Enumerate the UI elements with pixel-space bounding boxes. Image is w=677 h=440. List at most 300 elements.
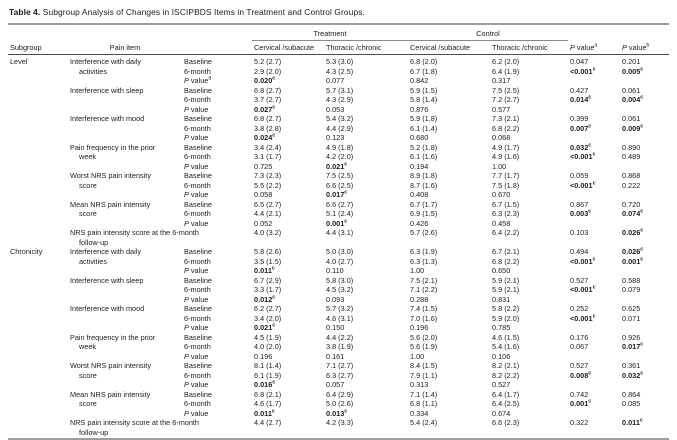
value-cell: 5.7 (3.2) [326,304,354,313]
p-value-cell: 0.926 [622,332,641,342]
value-cell: 5.0 (3.0) [326,247,354,256]
value-cell: 4.4 (2.1) [254,209,282,218]
timepoint-label: P value$^d$ [184,76,212,85]
pain-item-label: Interference with sleep [70,275,144,285]
value-cell: 4.9 (1.6) [492,152,520,161]
value-cell: 7.5 (2.5) [326,171,354,180]
p-value-cell: 0.322 [570,418,589,427]
col-treatment-cervical: Cervical /subacute [252,40,324,55]
pain-item-label: Interference with daily activities [70,57,141,76]
value-cell: 6.8 (2.7) [254,85,282,95]
value-cell: 3.8 (2.8) [254,123,282,133]
p-value-cell [620,323,669,333]
subgroup-label: Level [10,57,28,66]
value-cell: 0.725 [254,161,273,171]
p-value-cell: 0.005$^c$ [622,66,644,76]
value-cell: 6.2 (2.0) [492,57,520,66]
value-cell: 0.317 [492,76,511,85]
p-value-cell [568,409,620,419]
value-cell: 5.8 (1.4) [410,95,438,104]
value-cell: 0.842 [410,76,429,85]
p-value-cell: 0.074$^c$ [622,209,644,218]
p-value-cell: <0.001$^c$ [570,285,596,294]
value-cell: 4.6 (1.5) [492,332,520,342]
value-cell: 7.3 (2.3) [254,171,282,180]
value-cell: 4.9 (1.7) [492,142,520,152]
value-cell: 7.5 (1.8) [492,180,520,190]
value-cell: 0.017$^c$ [326,190,348,199]
p-value-cell: 0.059 [570,171,589,180]
value-cell: 0.680 [410,133,429,142]
value-cell: 6.4 (2.9) [326,389,354,399]
p-value-cell [620,105,669,115]
value-cell: 5.2 (2.7) [254,57,282,66]
value-cell: 6.4 (2.2) [492,228,520,237]
value-cell: 6.3 (1.3) [410,256,438,266]
timepoint-label: Baseline [184,275,212,285]
value-cell: 0.110 [326,266,344,275]
subgroup-label: Chronicity [10,247,43,256]
pain-item-label: Interference with sleep [70,85,144,95]
value-cell: 6.1 (1.4) [410,123,438,133]
control-group-header: Control [408,26,568,40]
table-row [8,200,669,210]
timepoint-label: 6-month [184,123,211,133]
timepoint-label: Baseline [184,85,212,95]
timepoint-label: 6-month [184,285,211,294]
table-row [8,304,669,314]
p-value-cell: <0.001$^c$ [570,152,596,161]
value-cell: 0.876 [410,104,429,114]
value-cell: 0.106 [492,351,511,361]
col-p-value-a: P value$^a$ [568,40,620,55]
pain-item-label: Interference with mood [70,304,145,313]
value-cell: 5.8 (2.2) [492,304,520,313]
p-value-cell: 0.061 [622,114,641,123]
p-value-cell: 0.026$^c$ [622,247,644,256]
value-cell: 0.027$^c$ [254,104,276,114]
p-value-cell: 0.201 [622,57,641,66]
value-cell: 7.5 (2.5) [492,85,520,95]
p-value-cell: 0.103 [570,228,589,237]
p-value-cell: 0.489 [622,152,641,161]
value-cell: 0.093 [326,294,345,304]
value-cell: 6.7 (1.5) [492,199,520,209]
timepoint-label: 6-month [184,399,211,408]
value-cell: 4.6 (3.1) [326,313,354,323]
value-cell: 4.0 (2.7) [326,256,354,266]
p-value-cell [620,295,669,305]
value-cell: 6.7 (2.1) [492,247,520,256]
p-value-cell: 0.003$^c$ [570,209,592,218]
table-body [8,55,669,438]
value-cell: 6.1 (1.6) [410,152,438,161]
p-value-cell: 0.026$^c$ [622,228,644,237]
table-row [8,55,669,67]
value-cell: 1.00 [410,351,425,361]
p-value-cell [620,76,669,86]
timepoint-label: Baseline [184,57,212,66]
value-cell: 7.7 (1.7) [492,171,520,180]
p-value-cell: 0.588 [622,275,641,285]
p-value-cell: 0.864 [622,389,641,399]
value-cell: 6.9 (1.5) [410,209,438,218]
value-cell: 5.9 (2.1) [492,285,520,294]
timepoint-label: Baseline [184,114,212,123]
value-cell: 0.001$^c$ [326,218,348,228]
value-cell: 3.8 (1.9) [326,342,354,351]
value-cell: 5.5 (2.2) [254,180,282,190]
value-cell: 4.4 (2.2) [326,332,354,342]
value-cell: 0.052 [254,218,273,228]
p-value-cell [568,133,620,143]
table-row [8,86,669,96]
value-cell: 5.8 (3.0) [326,275,354,285]
pain-item-label: Worst NRS pain intensity score [70,171,151,190]
value-cell: 8.7 (1.6) [410,180,438,190]
p-value-cell [568,295,620,305]
value-cell: 0.785 [492,323,511,332]
p-value-cell: <0.001$^c$ [570,66,596,76]
value-cell: 3.5 (1.5) [254,256,282,266]
timepoint-label: P value [184,294,209,304]
value-cell: 7.1 (1.4) [410,389,438,399]
pain-item-label: Mean NRS pain intensity score [70,199,151,218]
value-cell: 1.00 [410,266,425,275]
p-value-cell: 0.890 [622,142,641,152]
value-cell: 6.3 (2.3) [492,209,520,218]
value-cell: 4.0 (3.2) [254,228,282,237]
timepoint-label: P value [184,351,209,361]
value-cell: 6.8 (2.1) [254,389,282,399]
timepoint-label: Baseline [184,171,212,180]
p-value-cell [620,266,669,276]
value-cell: 7.0 (1.6) [410,313,438,323]
p-value-cell: 0.494 [570,247,589,256]
p-value-cell: 0.625 [622,304,641,313]
value-cell: 8.2 (2.1) [492,361,520,370]
column-header-row [8,40,669,55]
value-cell: 0.313 [410,380,429,389]
value-cell: 6.5 (2.7) [254,199,282,209]
p-value-cell [568,190,620,200]
p-value-cell: <0.001$^c$ [570,256,596,266]
value-cell: 6.7 (2.9) [254,275,282,285]
pain-item-label: NRS pain intensity score at the 6-month follow-up [70,228,199,247]
p-value-cell: 0.527 [570,361,589,370]
timepoint-label: P value [184,266,209,275]
timepoint-label: Baseline [184,304,212,313]
p-value-cell [568,219,620,229]
pain-item-label: Interference with daily activities [70,247,141,266]
value-cell: 5.9 (2.1) [492,275,520,285]
value-cell: 4.4 (2.7) [254,418,282,427]
value-cell: 5.4 (3.2) [326,114,354,123]
table-row [8,143,669,153]
value-cell: 5.7 (3.1) [326,85,354,95]
pain-item-label: Worst NRS pain intensity score [70,361,151,380]
value-cell: 5.2 (1.8) [410,142,438,152]
p-value-cell: 0.085 [622,399,641,408]
table-row [8,114,669,124]
value-cell: 7.1 (2.7) [326,361,354,370]
p-value-cell [620,162,669,172]
col-pain-item: Pain item [68,40,182,55]
timepoint-label: 6-month [184,256,211,266]
table-row [8,276,669,286]
value-cell: 4.6 (1.7) [254,399,282,408]
value-cell: 6.6 (2.3) [492,418,520,427]
value-cell: 0.013$^c$ [326,408,348,418]
p-value-cell: 0.047 [570,57,589,66]
value-cell: 3.7 (2.7) [254,95,282,104]
value-cell: 6.7 (1.7) [410,199,438,209]
table-row [8,361,669,371]
timepoint-label: P value [184,104,209,114]
p-value-cell [620,380,669,390]
timepoint-label: P value [184,133,209,142]
p-value-cell: 0.079 [622,285,641,294]
value-cell: 7.3 (2.1) [492,114,520,123]
value-cell: 0.161 [326,351,345,361]
value-cell: 0.024$^c$ [254,133,276,142]
value-cell: 5.9 (2.0) [492,313,520,323]
value-cell: 0.288 [410,294,429,304]
value-cell: 7.4 (1.5) [410,304,438,313]
p-value-cell: 0.176 [570,332,589,342]
p-value-cell: 0.032$^c$ [622,370,644,380]
p-value-cell: 0.427 [570,85,589,95]
timepoint-label: 6-month [184,95,211,104]
value-cell: 5.3 (3.0) [326,57,354,66]
value-cell: 6.8 (2.2) [492,123,520,133]
value-cell: 0.670 [492,190,511,199]
pain-item-label: Pain frequency in the prior week [70,332,156,351]
p-value-cell: 0.001$^c$ [622,256,644,266]
value-cell: 6.4 (2.5) [492,399,520,408]
value-cell: 6.8 (2.2) [492,256,520,266]
value-cell: 0.194 [410,161,429,171]
value-cell: 8.2 (2.2) [492,370,520,380]
table-title [9,7,669,18]
value-cell: 0.020$^c$ [254,76,276,85]
value-cell: 0.196 [254,351,273,361]
p-value-cell: 0.007$^c$ [570,123,592,133]
value-cell: 5.1 (2.4) [326,209,354,218]
value-cell: 6.1 (1.9) [254,370,282,380]
value-cell: 6.4 (1.9) [492,66,520,76]
p-value-cell [568,352,620,362]
pain-item-label: Mean NRS pain intensity score [70,389,151,408]
timepoint-label: P value [184,380,209,389]
value-cell: 4.2 (2.0) [326,152,354,161]
table-row [8,390,669,400]
table-caption: Subgroup Analysis of Changes in ISCIPBDS Items in Treatment and Control Groups. [40,7,365,17]
group-header-row [8,26,669,40]
p-value-cell: 0.008$^c$ [570,370,592,380]
p-value-cell: 0.032$^c$ [570,142,592,152]
p-value-cell [568,162,620,172]
value-cell: 0.674 [492,408,511,418]
col-p-value-b: P value$^b$ [620,40,669,55]
value-cell: 5.0 (2.6) [326,399,354,408]
timepoint-label: 6-month [184,152,211,161]
p-value-cell [568,105,620,115]
value-cell: 0.068 [492,133,511,142]
p-value-cell [620,133,669,143]
timepoint-label: P value [184,161,209,171]
value-cell: 6.7 (1.8) [410,66,438,76]
p-value-cell [568,76,620,86]
p-value-cell: 0.868 [622,171,641,180]
col-treatment-thoracic: Thoracic /chronic [324,40,408,55]
p-value-cell: 0.867 [570,199,589,209]
value-cell: 4.3 (2.5) [326,66,354,76]
pain-item-label: Interference with mood [70,114,145,123]
timepoint-label: P value [184,323,209,332]
value-cell: 0.577 [492,104,511,114]
table-row [8,247,669,257]
value-cell: 0.011$^c$ [254,408,275,418]
p-value-cell: 0.527 [570,275,589,285]
p-value-cell: 0.399 [570,114,589,123]
value-cell: 3.4 (2.0) [254,313,282,323]
table-number: Table 4. [9,7,41,17]
p-value-cell: 0.011$^c$ [622,418,643,427]
value-cell: 4.0 (2.0) [254,342,282,351]
p-value-cell [568,380,620,390]
timepoint-label: P value [184,190,209,199]
value-cell: 6.2 (2.7) [254,304,282,313]
p-value-cell: 0.067 [570,342,589,351]
p-value-cell: 0.061 [622,85,641,95]
value-cell: 4.2 (3.3) [326,418,354,427]
value-cell: 6.3 (1.9) [410,247,438,256]
col-subgroup: Subgroup [8,40,68,55]
value-cell: 6.4 (1.7) [492,389,520,399]
value-cell: 7.5 (2.1) [410,275,438,285]
value-cell: 3.4 (2.4) [254,142,282,152]
timepoint-label: Baseline [184,389,212,399]
value-cell: 5.4 (1.6) [492,342,520,351]
value-cell: 7.2 (2.7) [492,95,520,104]
p-value-cell [568,266,620,276]
value-cell: 3.3 (1.7) [254,285,282,294]
value-cell: 5.7 (2.6) [410,228,438,237]
value-cell: 5.6 (2.0) [410,332,438,342]
timepoint-label: P value [184,218,209,228]
timepoint-label: Baseline [184,142,212,152]
p-value-cell: 0.222 [622,180,641,190]
value-cell: 6.8 (2.7) [254,114,282,123]
top-rule [8,23,669,25]
timepoint-label: Baseline [184,361,212,370]
value-cell: 0.150 [326,323,345,332]
p-value-cell: 0.001$^c$ [570,399,592,408]
p-value-cell: <0.001$^c$ [570,313,596,323]
pain-item-label: Pain frequency in the prior week [70,142,156,161]
value-cell: 0.196 [410,323,429,332]
value-cell: 2.9 (2.0) [254,66,282,76]
timepoint-label: 6-month [184,66,211,76]
value-cell: 0.123 [326,133,345,142]
table-row [8,228,669,247]
p-value-cell: 0.071 [622,313,641,323]
timepoint-label: 6-month [184,209,211,218]
value-cell: 4.4 (3.1) [326,228,354,237]
value-cell: 7.1 (2.2) [410,285,438,294]
value-cell: 0.408 [410,190,429,199]
timepoint-label: Baseline [184,332,212,342]
value-cell: 0.527 [492,380,511,389]
value-cell: 0.016$^c$ [254,380,276,389]
value-cell: 5.9 (1.8) [410,114,438,123]
table-row [8,333,669,343]
value-cell: 4.4 (2.9) [326,123,354,133]
value-cell: 0.077 [326,76,345,85]
value-cell: 4.5 (3.2) [326,285,354,294]
value-cell: 0.053 [326,104,345,114]
value-cell: 8.1 (1.4) [254,361,282,370]
timepoint-label: 6-month [184,180,211,190]
value-cell: 0.057 [326,380,345,389]
value-cell: 4.9 (1.8) [326,142,354,152]
p-value-cell [620,219,669,229]
value-cell: 1.00 [492,161,507,171]
value-cell: 0.058 [254,190,273,199]
table-row [8,418,669,437]
timepoint-label: Baseline [184,247,212,256]
value-cell: 0.021$^c$ [254,323,276,332]
col-control-cervical: Cervical /subacute [408,40,490,55]
timepoint-label: P value [184,408,209,418]
value-cell: 6.8 (2.0) [410,57,438,66]
value-cell: 6.6 (2.5) [326,180,354,190]
value-cell: 5.4 (2.4) [410,418,438,427]
p-value-cell: 0.014$^c$ [570,95,592,104]
pain-item-label: NRS pain intensity score at the 6-month follow-up [70,418,199,437]
value-cell: 5.8 (2.6) [254,247,282,256]
value-cell: 4.5 (1.9) [254,332,282,342]
value-cell: 8.4 (1.5) [410,361,438,370]
p-value-cell: 0.017$^c$ [622,342,644,351]
value-cell: 0.011$^c$ [254,266,275,275]
value-cell: 5.9 (1.5) [410,85,438,95]
value-cell: 0.458 [492,218,511,228]
p-value-cell [620,409,669,419]
value-cell: 0.021$^c$ [326,161,348,171]
p-value-cell: <0.001$^c$ [570,180,596,190]
timepoint-label: 6-month [184,313,211,323]
p-value-cell [620,352,669,362]
p-value-cell: 0.361 [622,361,641,370]
p-value-cell [568,323,620,333]
col-control-thoracic: Thoracic /chronic [490,40,568,55]
treatment-group-header: Treatment [252,26,408,40]
value-cell: 5.6 (1.9) [410,342,438,351]
value-cell: 0.426 [410,218,429,228]
timepoint-label: Baseline [184,199,212,209]
subgroup-analysis-table [8,26,669,437]
table-row [8,171,669,181]
p-value-cell: 0.742 [570,389,589,399]
value-cell: 0.334 [410,408,429,418]
value-cell: 0.650 [492,266,511,275]
p-value-cell [620,190,669,200]
value-cell: 8.9 (1.8) [410,171,438,180]
value-cell: 3.1 (1.7) [254,152,282,161]
timepoint-label: 6-month [184,370,211,380]
